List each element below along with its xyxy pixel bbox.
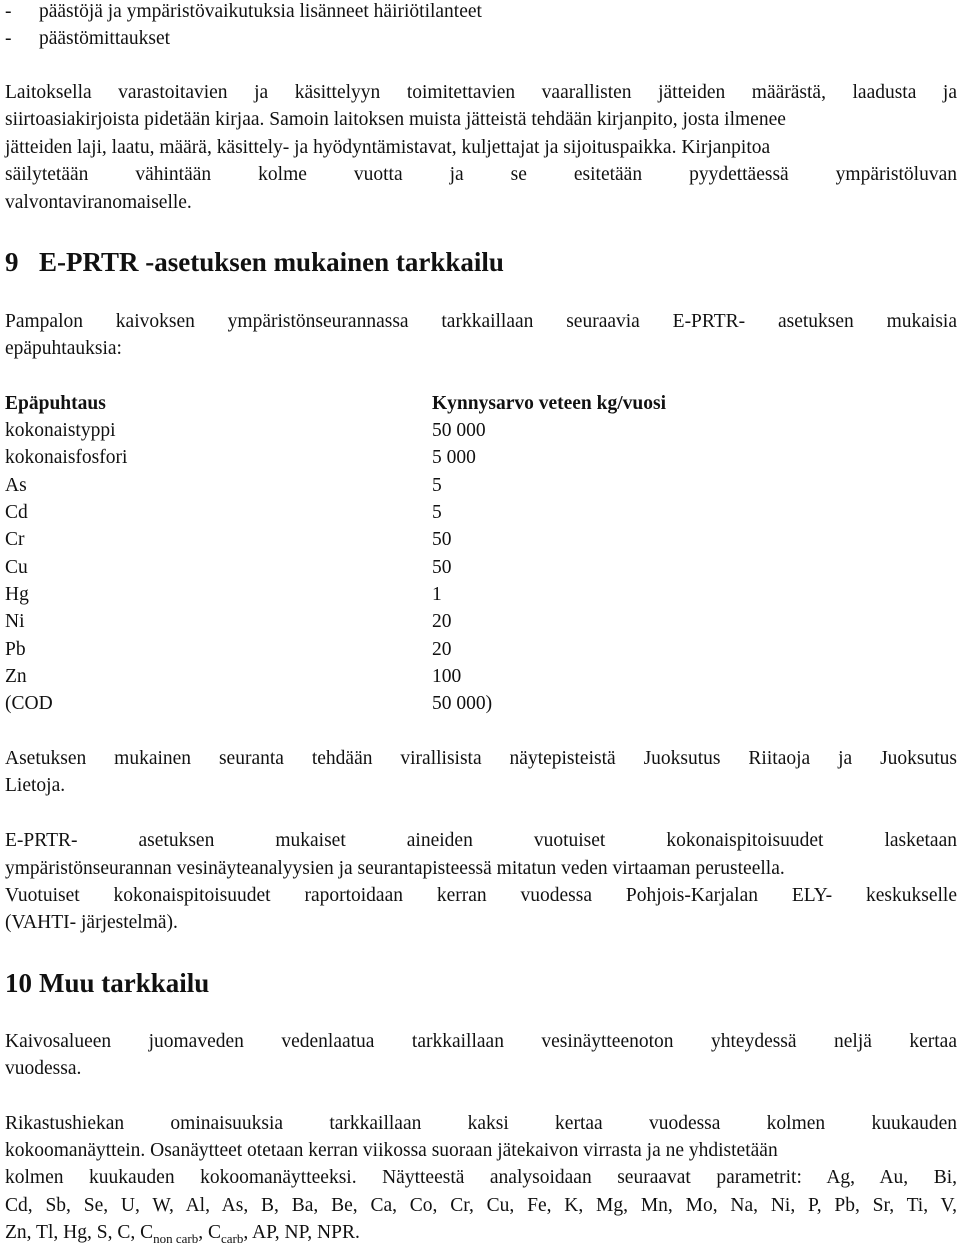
bullet-dash: - xyxy=(5,1,12,22)
table-header-threshold: Kynnysarvo veteen kg/vuosi xyxy=(432,393,667,414)
table-cell-threshold: 5 000 xyxy=(432,447,476,468)
table-cell-threshold: 50 xyxy=(432,529,452,550)
text-segment: , AP, NP, NPR. xyxy=(243,1222,360,1243)
paragraph-line: Rikastushiekan ominaisuuksia tarkkaillaan kaksi kertaa vuodessa kolmen kuukauden xyxy=(5,1113,957,1134)
paragraph-line: ympäristönseurannan vesinäyteanalyysien ja seurantapisteessä mitatun veden virtaaman perusteella. xyxy=(5,858,785,879)
bullet-text: päästöjä ja ympäristövaikutuksia lisänneet häiriötilanteet xyxy=(39,1,482,22)
paragraph-line: Pampalon kaivoksen ympäristönseurannassa tarkkaillaan seuraavia E-PRTR- asetuksen mukaisia xyxy=(5,311,957,332)
table-cell-pollutant: kokonaisfosfori xyxy=(5,447,128,468)
paragraph-line: jätteiden laji, laatu, määrä, käsittely- ja hyödyntämistavat, kuljettajat ja sijoituspaikka. Kirjanpitoa xyxy=(5,137,771,158)
subscript: non carb xyxy=(153,1230,199,1246)
table-cell-threshold: 50 xyxy=(432,557,452,578)
paragraph-line: Lietoja. xyxy=(5,775,66,796)
table-cell-pollutant: Cd xyxy=(5,502,28,523)
paragraph-line: Asetuksen mukainen seuranta tehdään virallisista näytepisteistä Juoksutus Riitaoja ja Juoksutus xyxy=(5,748,957,769)
section-number: 10 xyxy=(5,968,32,998)
paragraph-line: Laitoksella varastoitavien ja käsittelyyn toimitettavien vaarallisten jätteiden määrästä, laadusta ja xyxy=(5,82,957,103)
section-9-heading xyxy=(5,245,504,279)
table-cell-threshold: 50 000) xyxy=(432,693,493,714)
table-cell-pollutant: Hg xyxy=(5,584,29,605)
table-cell-threshold: 50 000 xyxy=(432,420,486,441)
table-cell-pollutant: kokonaistyppi xyxy=(5,420,116,441)
table-cell-threshold: 20 xyxy=(432,611,452,632)
table-cell-threshold: 1 xyxy=(432,584,442,605)
paragraph-line: Cd, Sb, Se, U, W, Al, As, B, Ba, Be, Ca, Co, Cr, Cu, Fe, K, Mg, Mn, Mo, Na, Ni, P, Pb, Sr, Ti, V, xyxy=(5,1195,957,1216)
table-header-pollutant: Epäpuhtaus xyxy=(5,393,106,414)
table-cell-pollutant: Zn xyxy=(5,666,27,687)
paragraph-line: valvontaviranomaiselle. xyxy=(5,192,192,213)
section-title: Muu tarkkailu xyxy=(39,968,210,998)
paragraph-line: Vuotuiset kokonaispitoisuudet raportoidaan kerran vuodessa Pohjois-Karjalan ELY- keskukselle xyxy=(5,885,957,906)
table-cell-threshold: 20 xyxy=(432,639,452,660)
table-cell-pollutant: Cu xyxy=(5,557,28,578)
table-cell-pollutant: (COD xyxy=(5,693,53,714)
table-cell-pollutant: Cr xyxy=(5,529,25,550)
bullet-text: päästömittaukset xyxy=(39,28,171,49)
paragraph-line: kokoomanäyttein. Osanäytteet otetaan kerran viikossa suoraan jätekaivon virrasta ja ne yhdistetään xyxy=(5,1140,778,1161)
bullet-dash: - xyxy=(5,28,12,49)
table-cell-pollutant: Pb xyxy=(5,639,26,660)
paragraph-line-last xyxy=(5,1219,360,1246)
table-cell-pollutant: Ni xyxy=(5,611,25,632)
table-cell-pollutant: As xyxy=(5,475,27,496)
section-title: E-PRTR -asetuksen mukainen tarkkailu xyxy=(39,247,504,277)
table-cell-threshold: 100 xyxy=(432,666,462,687)
paragraph-line: E-PRTR- asetuksen mukaiset aineiden vuotuiset kokonaispitoisuudet lasketaan xyxy=(5,830,957,851)
section-10-heading xyxy=(5,966,209,1000)
paragraph-line: siirtoasiakirjoista pidetään kirjaa. Samoin laitoksen muista jätteistä tehdään kirjanpito, josta ilmenee xyxy=(5,109,786,130)
paragraph-line: kolmen kuukauden kokoomanäytteeksi. Näytteestä analysoidaan seuraavat parametrit: Ag, Au, Bi, xyxy=(5,1167,957,1188)
paragraph-line: epäpuhtauksia: xyxy=(5,338,122,359)
paragraph-line: vuodessa. xyxy=(5,1058,82,1079)
section-number: 9 xyxy=(5,247,19,277)
paragraph-line: säilytetään vähintään kolme vuotta ja se esitetään pyydettäessä ympäristöluvan xyxy=(5,164,957,185)
text-segment: , C xyxy=(198,1222,221,1243)
table-cell-threshold: 5 xyxy=(432,502,442,523)
paragraph-line: (VAHTI- järjestelmä). xyxy=(5,912,178,933)
paragraph-line: Kaivosalueen juomaveden vedenlaatua tarkkaillaan vesinäytteenoton yhteydessä neljä kertaa xyxy=(5,1031,957,1052)
text-segment: Zn, Tl, Hg, S, C, C xyxy=(5,1222,154,1243)
table-cell-threshold: 5 xyxy=(432,475,442,496)
subscript: carb xyxy=(220,1230,244,1246)
